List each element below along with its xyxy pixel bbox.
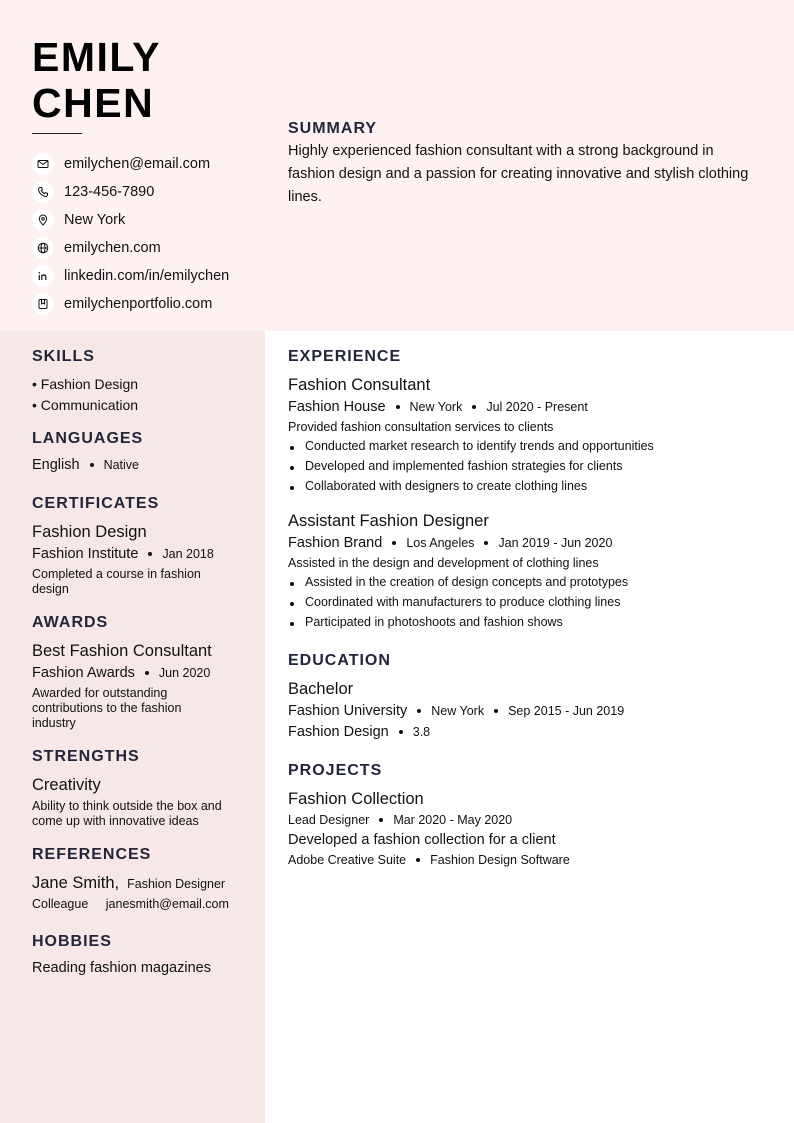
contact-list bbox=[32, 150, 229, 318]
globe-icon bbox=[32, 237, 54, 259]
separator-dot bbox=[484, 541, 488, 545]
strength-description: Ability to think outside the box and come up with innovative ideas bbox=[32, 799, 222, 828]
contact-phone-text: 123-456-7890 bbox=[64, 184, 155, 200]
reference-details bbox=[32, 897, 229, 911]
projects-heading: PROJECTS bbox=[288, 762, 383, 779]
experience-heading: EXPERIENCE bbox=[288, 348, 402, 365]
phone-icon bbox=[32, 181, 54, 203]
summary-text: Highly experienced fashion consultant with a strong background in fashion design and a passion for creating innovative and stylish clothing lines. bbox=[288, 143, 749, 205]
language-entry bbox=[32, 457, 139, 473]
education-meta bbox=[288, 703, 624, 719]
list-item: Conducted market research to identify trends and opportunities bbox=[288, 436, 654, 456]
separator-dot bbox=[416, 858, 420, 862]
contact-portfolio-text: emilychenportfolio.com bbox=[64, 296, 213, 312]
contact-linkedin[interactable] bbox=[32, 262, 229, 290]
contact-website[interactable] bbox=[32, 234, 229, 262]
portfolio-icon bbox=[32, 293, 54, 315]
project-description: Developed a fashion collection for a client bbox=[288, 832, 556, 848]
hobbies-heading: HOBBIES bbox=[32, 933, 112, 950]
job-company: Fashion Brand bbox=[288, 535, 383, 551]
job-meta bbox=[288, 535, 612, 551]
reference-relation: Colleague bbox=[32, 897, 89, 911]
linkedin-icon bbox=[32, 265, 54, 287]
separator-dot bbox=[472, 405, 476, 409]
award-issuer: Fashion Awards bbox=[32, 665, 135, 681]
contact-website-text: emilychen.com bbox=[64, 240, 161, 256]
strengths-heading: STRENGTHS bbox=[32, 748, 140, 765]
contact-phone[interactable] bbox=[32, 178, 229, 206]
contact-location bbox=[32, 206, 229, 234]
summary-heading: SUMMARY bbox=[288, 120, 378, 137]
education-heading: EDUCATION bbox=[288, 652, 391, 669]
project-name: Fashion Collection bbox=[288, 790, 424, 808]
separator-dot bbox=[494, 709, 498, 713]
separator-dot bbox=[379, 818, 383, 822]
job-dates: Jan 2019 - Jun 2020 bbox=[498, 536, 613, 550]
name-last: CHEN bbox=[32, 80, 155, 126]
contact-email[interactable] bbox=[32, 150, 229, 178]
education-location: New York bbox=[431, 704, 485, 718]
project-tool: Adobe Creative Suite bbox=[288, 853, 407, 867]
mail-icon bbox=[32, 153, 54, 175]
separator-dot bbox=[396, 405, 400, 409]
education-dates: Sep 2015 - Jun 2019 bbox=[508, 704, 625, 718]
education-school: Fashion University bbox=[288, 703, 408, 719]
name-divider bbox=[32, 133, 82, 134]
award-name: Best Fashion Consultant bbox=[32, 642, 212, 660]
list-item: Developed and implemented fashion strategies for clients bbox=[288, 456, 654, 476]
award-date: Jun 2020 bbox=[158, 666, 211, 680]
reference-name: Jane Smith, bbox=[32, 874, 120, 892]
language-name: English bbox=[32, 457, 80, 473]
certificate-issuer: Fashion Institute bbox=[32, 546, 139, 562]
project-tool: Fashion Design Software bbox=[430, 853, 570, 867]
contact-portfolio[interactable] bbox=[32, 290, 229, 318]
contact-linkedin-text: linkedin.com/in/emilychen bbox=[64, 268, 230, 284]
job-dates: Jul 2020 - Present bbox=[486, 400, 588, 414]
separator-dot bbox=[90, 463, 94, 467]
project-dates: Mar 2020 - May 2020 bbox=[393, 813, 513, 827]
skills-heading: SKILLS bbox=[32, 348, 95, 365]
references-heading: REFERENCES bbox=[32, 846, 152, 863]
job-summary: Provided fashion consultation services to clients bbox=[288, 420, 554, 434]
job-summary: Assisted in the design and development of clothing lines bbox=[288, 556, 599, 570]
award-description: Awarded for outstanding contributions to the fashion industry bbox=[32, 686, 182, 730]
reference-entry bbox=[32, 874, 225, 893]
education-field-row bbox=[288, 724, 430, 740]
education-gpa: 3.8 bbox=[412, 725, 431, 739]
language-level: Native bbox=[103, 458, 139, 472]
contact-location-text: New York bbox=[64, 212, 126, 228]
name-first: EMILY bbox=[32, 34, 162, 80]
list-item: Assisted in the creation of design concepts and prototypes bbox=[288, 572, 628, 592]
skill-item: • Fashion Design bbox=[32, 376, 139, 392]
reference-email[interactable]: janesmith@email.com bbox=[105, 897, 229, 911]
certificate-meta bbox=[32, 546, 214, 562]
education-degree: Bachelor bbox=[288, 680, 354, 698]
job-title: Fashion Consultant bbox=[288, 376, 431, 394]
languages-heading: LANGUAGES bbox=[32, 430, 144, 447]
list-item: Participated in photoshoots and fashion shows bbox=[288, 612, 628, 632]
separator-dot bbox=[145, 671, 149, 675]
location-icon bbox=[32, 209, 54, 231]
separator-dot bbox=[417, 709, 421, 713]
reference-role: Fashion Designer bbox=[127, 877, 226, 891]
separator-dot bbox=[399, 730, 403, 734]
certificate-name: Fashion Design bbox=[32, 523, 147, 541]
project-meta bbox=[288, 813, 512, 827]
job-location: New York bbox=[409, 400, 463, 414]
job-location: Los Angeles bbox=[406, 536, 475, 550]
education-field: Fashion Design bbox=[288, 724, 389, 740]
separator-dot bbox=[392, 541, 396, 545]
project-tools bbox=[288, 853, 570, 867]
job-company: Fashion House bbox=[288, 399, 386, 415]
awards-heading: AWARDS bbox=[32, 614, 109, 631]
job-title: Assistant Fashion Designer bbox=[288, 512, 489, 530]
hobby-item: Reading fashion magazines bbox=[32, 960, 211, 976]
certificates-heading: CERTIFICATES bbox=[32, 495, 160, 512]
award-meta bbox=[32, 665, 210, 681]
strength-name: Creativity bbox=[32, 776, 101, 794]
job-bullets bbox=[288, 572, 628, 632]
skills-list bbox=[32, 374, 138, 416]
list-item: Collaborated with designers to create clothing lines bbox=[288, 476, 654, 496]
certificate-description: Completed a course in fashion design bbox=[32, 567, 201, 596]
job-meta bbox=[288, 399, 588, 415]
job-bullets bbox=[288, 436, 654, 496]
candidate-name bbox=[32, 34, 161, 126]
certificate-date: Jan 2018 bbox=[162, 547, 214, 561]
separator-dot bbox=[148, 552, 152, 556]
project-role: Lead Designer bbox=[288, 813, 370, 827]
skill-item: • Communication bbox=[32, 397, 139, 413]
contact-email-text: emilychen@email.com bbox=[64, 156, 211, 172]
list-item: Coordinated with manufacturers to produce clothing lines bbox=[288, 592, 628, 612]
